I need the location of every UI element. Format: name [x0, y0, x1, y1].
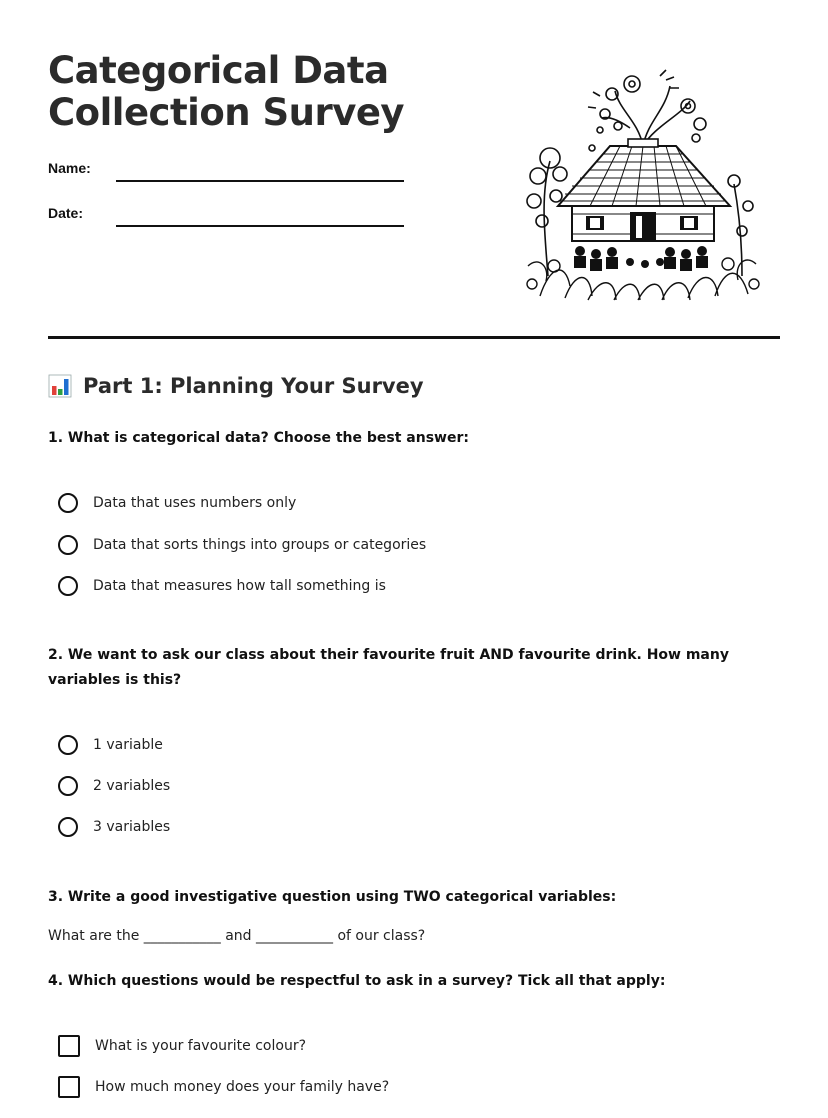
q1-option-2[interactable] [58, 532, 426, 558]
checkbox[interactable] [58, 1035, 80, 1057]
q2-option-2[interactable] [58, 773, 170, 799]
option-label: Data that sorts things into groups or categories [93, 537, 427, 553]
q4-option-2[interactable] [58, 1074, 389, 1100]
option-label: 1 variable [93, 737, 163, 753]
question-1: 1. What is categorical data? Choose the best answer: [48, 430, 469, 446]
option-label: 3 variables [93, 819, 171, 835]
title-line-1: Categorical Data [48, 49, 389, 92]
radio-button[interactable] [58, 493, 78, 513]
q1-option-1[interactable] [58, 490, 296, 516]
option-label: Data that uses numbers only [93, 495, 297, 511]
part1-heading [48, 374, 424, 398]
thatched-hut-illustration [520, 66, 766, 306]
bar-chart-icon [48, 374, 72, 398]
question-4: 4. Which questions would be respectful to ask in a survey? Tick all that apply: [48, 973, 666, 989]
part1-title: Part 1: Planning Your Survey [83, 374, 424, 398]
option-label: What is your favourite colour? [95, 1038, 307, 1054]
radio-button[interactable] [58, 776, 78, 796]
option-label: Data that measures how tall something is [93, 578, 386, 594]
q2-option-3[interactable] [58, 814, 170, 840]
option-label: 2 variables [93, 778, 171, 794]
question-2: 2. We want to ask our class about their favourite fruit AND favourite drink. How many variables is this? [48, 647, 729, 688]
name-label: Name: [48, 160, 91, 176]
radio-button[interactable] [58, 576, 78, 596]
date-label: Date: [48, 205, 84, 221]
radio-button[interactable] [58, 535, 78, 555]
name-field[interactable] [116, 180, 404, 182]
radio-button[interactable] [58, 817, 78, 837]
question-3: 3. Write a good investigative question using TWO categorical variables: [48, 889, 617, 905]
worksheet-title [48, 50, 404, 134]
checkbox[interactable] [58, 1076, 80, 1098]
title-line-2: Collection Survey [48, 91, 405, 134]
option-label: How much money does your family have? [95, 1079, 390, 1095]
q4-option-1[interactable] [58, 1033, 306, 1059]
q3-fill-in-sentence[interactable]: What are the ___________ and ___________ of our class? [48, 928, 426, 944]
section-divider [48, 336, 780, 339]
radio-button[interactable] [58, 735, 78, 755]
q2-option-1[interactable] [58, 732, 163, 758]
q1-option-3[interactable] [58, 573, 386, 599]
date-field[interactable] [116, 225, 404, 227]
